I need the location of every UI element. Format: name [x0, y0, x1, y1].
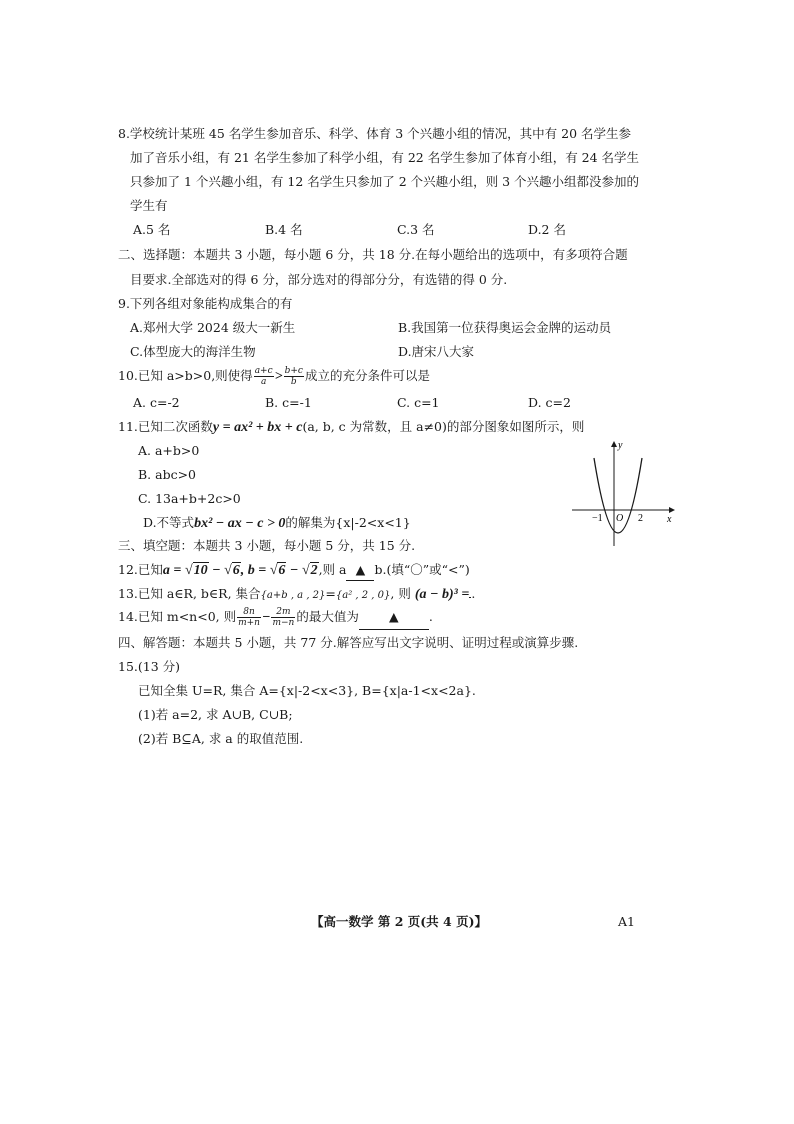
- q13-formula: (a − b)³ =: [414, 587, 470, 602]
- q8-line4: 学生有: [130, 198, 168, 213]
- q11-option-a: A. a+b>0: [138, 443, 200, 458]
- footer-version: A1: [618, 914, 635, 929]
- q10-fraction-1: [254, 366, 274, 387]
- q11-tick-neg: −1: [592, 513, 603, 524]
- q11-optD-prefix: D.不等式: [143, 515, 195, 530]
- q11-y-label: y: [618, 440, 623, 451]
- q12-sqrt-3: 6: [278, 563, 286, 578]
- q13-end: .: [471, 586, 476, 601]
- q11-optD-formula: bx² − ax − c > 0: [194, 516, 286, 531]
- q8-option-a: A.5 名: [133, 222, 171, 237]
- q13-set-2: {a² , 2 , 0}: [335, 590, 391, 601]
- section2-line1: 二、选择题：本题共 3 小题，每小题 6 分，共 18 分.在每小题给出的选项中，有多项符合题: [118, 247, 628, 262]
- q11-formula: y = ax² + bx + c: [212, 420, 303, 435]
- q13-prefix: 13.已知 a∈R, b∈R, 集合: [118, 586, 261, 601]
- q11-stem: [118, 417, 584, 438]
- q9-option-d: D.唐宋八大家: [398, 344, 475, 359]
- q11-tick-pos: 2: [638, 513, 643, 524]
- q11-parabola-graph: [570, 438, 680, 548]
- q9-option-a: A.郑州大学 2024 级大一新生: [130, 320, 296, 335]
- q14-f1-den: m+n: [238, 618, 260, 628]
- q14-f2-den: m−n: [272, 618, 295, 628]
- q10-stem: [118, 364, 430, 389]
- q12-sqrt-4: 2: [310, 563, 318, 578]
- q12-sqrt-sign-1: √: [184, 563, 193, 578]
- q8-option-b: B.4 名: [265, 222, 303, 237]
- q8-line3: 只参加了 1 个兴趣小组，有 12 名学生只参加了 2 个兴趣小组，则 3 个兴趣小组都没参加的: [130, 174, 640, 189]
- q10-gt: >: [274, 369, 283, 384]
- q15-part1: (1)若 a=2, 求 A∪B, C∪B;: [138, 707, 293, 722]
- q14-f1-num: 8n: [237, 607, 261, 618]
- q10-option-b: B. c=-1: [265, 395, 312, 410]
- q11-x-label: x: [667, 514, 672, 525]
- section2-line2: 目要求.全部选对的得 6 分，部分选对的得部分分，有选错的得 0 分.: [130, 272, 508, 287]
- q8-line2: 加了音乐小组，有 21 名学生参加了科学小组，有 22 名学生参加了体育小组，有 24 名学生: [130, 150, 640, 165]
- q15-head: 15.(13 分): [118, 659, 181, 674]
- q14-prefix: 14.已知 m<n<0, 则: [118, 609, 237, 624]
- q12-answer-blank[interactable]: ▲: [346, 560, 374, 581]
- q10-option-c: C. c=1: [397, 395, 440, 410]
- q15-line1: 已知全集 U=R, 集合 A={x|-2<x<3}, B={x|a-1<x<2a}.: [138, 683, 476, 698]
- q14-end: .: [428, 609, 433, 624]
- q10-suffix: 成立的充分条件可以是: [304, 368, 430, 383]
- q12-sqrt-sign-3: √: [269, 563, 278, 578]
- q12-sqrt-1: 10: [193, 563, 208, 578]
- q14-answer-blank[interactable]: ▲: [359, 605, 429, 630]
- q12-b-eq: , b =: [240, 563, 270, 578]
- q12-a-eq: a =: [162, 563, 185, 578]
- q14-fraction-2: [271, 607, 295, 628]
- q10-prefix: 10.已知 a>b>0,则使得: [118, 368, 253, 383]
- q10-option-d: D. c=2: [528, 395, 571, 410]
- q10-frac1-num: a+c: [254, 366, 273, 376]
- q12-mid: ,则 a: [318, 562, 347, 577]
- q12-minus-1: −: [208, 563, 225, 578]
- q8-option-c: C.3 名: [397, 222, 435, 237]
- q10-option-a: A. c=-2: [133, 395, 180, 410]
- q14-fraction-1: [237, 607, 261, 628]
- footer-page-info: 【高一数学 第 2 页(共 4 页)】: [311, 914, 487, 929]
- q13-mid: , 则: [390, 586, 411, 601]
- q11-suffix: (a, b, c 为常数，且 a≠0)的部分图象如图所示，则: [302, 419, 585, 434]
- q11-origin-label: O: [616, 513, 624, 524]
- q14-stem: [118, 605, 433, 630]
- q10-frac2-den: b: [290, 377, 297, 387]
- q8-option-d: D.2 名: [528, 222, 566, 237]
- q10-frac1-den: a: [260, 377, 267, 387]
- q11-option-c: C. 13a+b+2c>0: [138, 491, 241, 506]
- q12-sqrt-sign-4: √: [301, 563, 310, 578]
- q13-set-1: {a+b , a , 2}: [260, 590, 326, 601]
- q13-stem: [118, 584, 475, 606]
- q14-f2-num: 2m: [271, 607, 295, 618]
- q11-prefix: 11.已知二次函数: [118, 419, 213, 434]
- q9-option-c: C.体型庞大的海洋生物: [130, 344, 256, 359]
- q11-option-b: B. abc>0: [138, 467, 197, 482]
- q13-eq: =: [325, 586, 336, 601]
- q12-minus-2: −: [286, 563, 302, 578]
- q8-line1: 8.学校统计某班 45 名学生参加音乐、科学、体育 3 个兴趣小组的情况，其中有 20 名学生参: [118, 126, 632, 141]
- q12-stem: [118, 560, 470, 581]
- q11-option-d: [143, 513, 411, 534]
- q10-fraction-2: [284, 366, 304, 387]
- q14-minus: −: [261, 610, 271, 625]
- q11-optD-suffix: 的解集为{x|-2<x<1}: [285, 515, 411, 530]
- q14-mid: 的最大值为: [296, 609, 359, 624]
- q12-sqrt-sign-2: √: [224, 563, 232, 578]
- q10-frac2-num: b+c: [284, 366, 303, 376]
- section4-heading: 四、解答题：本题共 5 小题，共 77 分.解答应写出文字说明、证明过程或演算步骤.: [118, 635, 579, 650]
- q12-suffix: b.(填“〇”或“<”): [374, 562, 470, 577]
- q9-stem: 9.下列各组对象能构成集合的有: [118, 296, 293, 311]
- q9-option-b: B.我国第一位获得奥运会金牌的运动员: [398, 320, 612, 335]
- q12-sqrt-2: 6: [232, 563, 240, 578]
- section3-heading: 三、填空题：本题共 3 小题，每小题 5 分，共 15 分.: [118, 538, 416, 553]
- q12-prefix: 12.已知: [118, 562, 163, 577]
- q15-part2: (2)若 B⊆A, 求 a 的取值范围.: [138, 731, 304, 746]
